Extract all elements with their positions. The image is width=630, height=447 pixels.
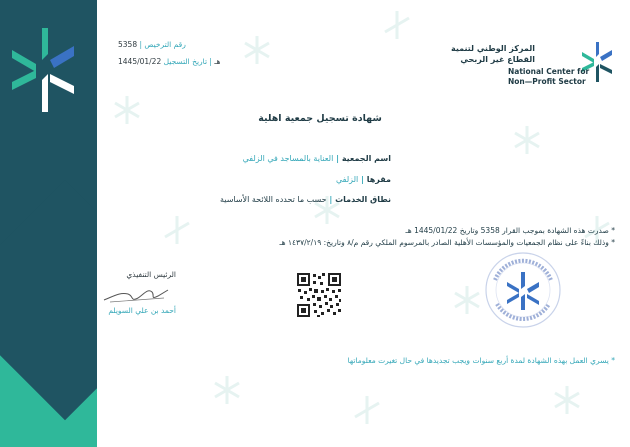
license-number-value: 5358 (118, 40, 138, 49)
signatory-role: الرئيس التنفيذي (126, 270, 176, 279)
signatory-name: أحمد بن علي السويلم (108, 306, 176, 315)
official-seal-icon (483, 250, 563, 330)
association-name-value: العناية بالمساجد في الزلفي (242, 154, 334, 163)
registration-date: 1445/01/22 هـ | تاريخ التسجيل (118, 57, 221, 66)
left-decorative-panel (0, 0, 97, 447)
certificate-title: شهادة تسجيل جمعية اهلية (258, 113, 382, 124)
license-number-label: رقم الترخيص (144, 40, 186, 49)
org-name-ar-line2: القطاع غير الربحي (460, 55, 535, 64)
headquarters-label: مقرها (366, 175, 391, 184)
validity-note: * يسري العمل بهذه الشهادة لمدة أربع سنوات ويجب تجديدها في حال تغيرت معلوماتها (347, 356, 615, 365)
license-number: 5358 | رقم الترخيص (118, 40, 186, 49)
issue-note: * صدرت هذه الشهادة بموجب القرار 5358 وتاريخ 1445/01/22 هـ (405, 226, 615, 235)
qr-code-icon[interactable] (296, 272, 342, 318)
org-name-en-line2: Non—Profit Sector (508, 77, 586, 86)
headquarters-value: الزلفي (336, 175, 359, 184)
org-name-ar-line1: المركز الوطني لتنمية (451, 44, 535, 53)
signature-icon (100, 282, 172, 306)
association-name-label: اسم الجمعية (341, 154, 391, 163)
headquarters-row: مقرها | الزلفي (336, 175, 391, 184)
registration-date-label: تاريخ التسجيل (163, 57, 208, 66)
ncnp-mark-icon (8, 24, 78, 116)
service-scope-label: نطاق الخدمات (335, 195, 391, 204)
service-scope-value: حسب ما تحدده اللائحة الأساسية (219, 195, 327, 204)
org-name-en-line1: National Center for (508, 67, 590, 76)
registration-date-value: 1445/01/22 هـ (118, 57, 221, 66)
law-note: * وذلك بناءً على نظام الجمعيات والمؤسسات الأهلية الصادر بالمرسوم الملكي رقم م/٨ وتاريخ: ١٤٣٧/٢/١٩ هـ (279, 238, 615, 247)
association-name-row: اسم الجمعية | العناية بالمساجد في الزلفي (242, 154, 391, 163)
service-scope-row: نطاق الخدمات | حسب ما تحدده اللائحة الأساسية (219, 195, 391, 204)
